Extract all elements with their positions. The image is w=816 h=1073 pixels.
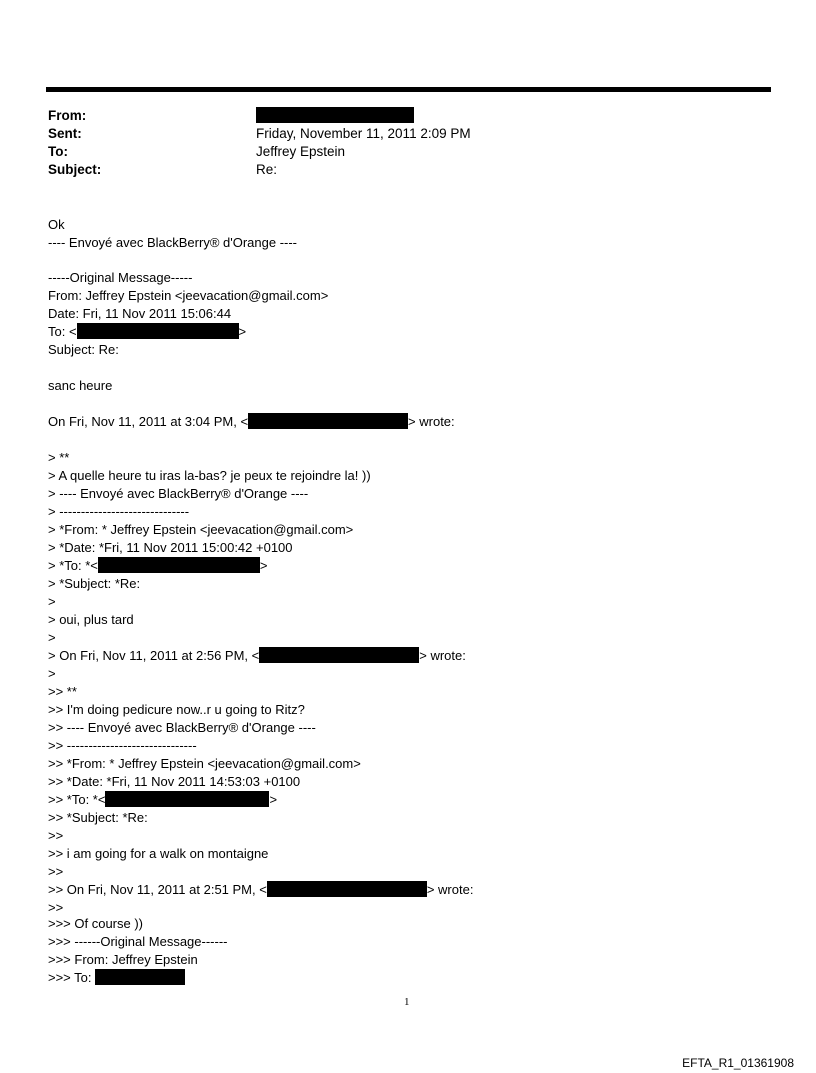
line-text: >> On Fri, Nov 11, 2011 at 2:51 PM, < (48, 882, 267, 897)
redaction-block (267, 881, 427, 897)
quote-line (48, 557, 267, 574)
quote-line (48, 791, 277, 808)
quote-line: >>> From: Jeffrey Epstein (48, 952, 198, 967)
redaction-block (98, 557, 260, 573)
line-text: > wrote: (419, 648, 466, 663)
quote-line: > *Date: *Fri, 11 Nov 2011 15:00:42 +0100 (48, 540, 293, 555)
subject-label: Subject: (48, 162, 102, 177)
quote-line: > ------------------------------ (48, 504, 190, 519)
quote-line: >>> Of course )) (48, 916, 144, 931)
quote-line (48, 969, 185, 986)
from-label: From: (48, 108, 87, 123)
quote-line: > (48, 666, 56, 681)
redaction-block (105, 791, 269, 807)
redaction-block (77, 323, 239, 339)
line-text: > wrote: (426, 882, 474, 897)
line-text: > (238, 324, 247, 339)
quote-line: >> *Subject: *Re: (48, 810, 148, 825)
redaction-block (256, 107, 414, 123)
quote-line: >> (48, 828, 64, 843)
page-number: 1 (404, 996, 410, 1008)
body-line: Ok (48, 217, 65, 232)
body-line: From: Jeffrey Epstein <jeevacation@gmail.com> (48, 288, 329, 303)
subject-value: Re: (256, 162, 278, 177)
quote-line: >> I'm doing pedicure now..r u going to Ritz? (48, 702, 305, 717)
redaction-block (259, 647, 419, 663)
body-line (48, 323, 246, 340)
quote-line: > ---- Envoyé avec BlackBerry® d'Orange ---- (48, 486, 309, 501)
line-text: >>> To: (48, 970, 96, 985)
quote-line: >> *From: * Jeffrey Epstein <jeevacation@gmail.com> (48, 756, 361, 771)
quote-line: > (48, 630, 56, 645)
body-line: ---- Envoyé avec BlackBerry® d'Orange ---- (48, 235, 298, 250)
line-text: > (259, 558, 268, 573)
document-id: EFTA_R1_01361908 (682, 1056, 794, 1070)
body-line: Date: Fri, 11 Nov 2011 15:06:44 (48, 306, 232, 321)
to-value: Jeffrey Epstein (256, 144, 346, 159)
quote-line: > A quelle heure tu iras la-bas? je peux te rejoindre la! )) (48, 468, 371, 483)
line-text: > wrote: (408, 414, 455, 429)
quote-line: >> (48, 900, 64, 915)
quote-line: >> i am going for a walk on montaigne (48, 846, 269, 861)
quote-line: >> ** (48, 684, 77, 699)
quote-line: >> ------------------------------ (48, 738, 197, 753)
from-value (256, 107, 414, 125)
quote-line: > (48, 594, 56, 609)
line-text: >> *To: *< (48, 792, 106, 807)
line-text: To: < (48, 324, 77, 339)
quote-line: > *Subject: *Re: (48, 576, 141, 591)
quote-line: > *From: * Jeffrey Epstein <jeevacation@gmail.com> (48, 522, 354, 537)
quote-line: > oui, plus tard (48, 612, 134, 627)
to-label: To: (48, 144, 68, 159)
quote-line: >> *Date: *Fri, 11 Nov 2011 14:53:03 +0100 (48, 774, 301, 789)
body-line: Subject: Re: (48, 342, 119, 357)
quote-line: >>> ------Original Message------ (48, 934, 228, 949)
body-line: sanc heure (48, 378, 113, 393)
sent-label: Sent: (48, 126, 82, 141)
line-text: > On Fri, Nov 11, 2011 at 2:56 PM, < (48, 648, 260, 663)
body-line: -----Original Message----- (48, 270, 193, 285)
line-text: On Fri, Nov 11, 2011 at 3:04 PM, < (48, 414, 249, 429)
quote-line: >> (48, 864, 64, 879)
redaction-block (95, 969, 185, 985)
quote-line (48, 647, 466, 664)
line-text: > (269, 792, 278, 807)
quote-line: > ** (48, 450, 70, 465)
redaction-block (248, 413, 408, 429)
header-divider (46, 87, 771, 92)
quote-line: >> ---- Envoyé avec BlackBerry® d'Orange ---- (48, 720, 316, 735)
quote-line (48, 881, 473, 898)
body-line (48, 413, 455, 430)
line-text: > *To: *< (48, 558, 98, 573)
sent-value: Friday, November 11, 2011 2:09 PM (256, 126, 471, 141)
